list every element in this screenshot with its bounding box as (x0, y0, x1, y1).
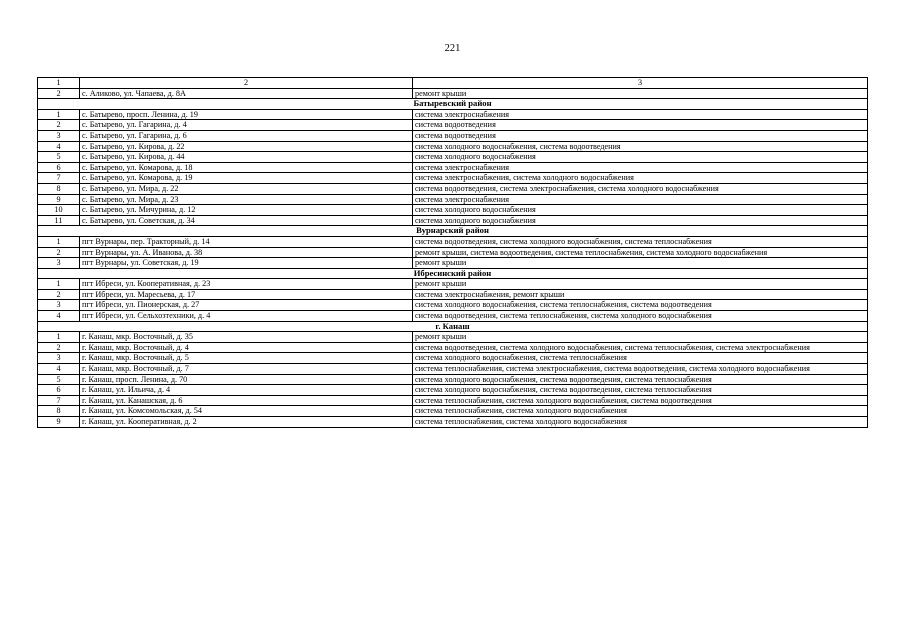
row-address: с. Батырево, ул. Комарова, д. 18 (80, 162, 413, 173)
table-row (38, 194, 868, 205)
row-number: 2 (38, 289, 80, 300)
column-header-works: 3 (413, 78, 868, 89)
row-works: система электроснабжения (413, 109, 868, 120)
row-works: система теплоснабжения, система холодного водоснабжения, система водоотведения (413, 395, 868, 406)
table-header-row (38, 78, 868, 89)
row-address: пгт Ибреси, ул. Маресьева, д. 17 (80, 289, 413, 300)
row-address: с. Батырево, ул. Мира, д. 23 (80, 194, 413, 205)
row-number: 10 (38, 205, 80, 216)
row-address: пгт Вурнары, пер. Тракторный, д. 14 (80, 236, 413, 247)
table-row (38, 417, 868, 428)
row-number: 4 (38, 141, 80, 152)
row-number: 9 (38, 417, 80, 428)
row-works: ремонт крыши, система водоотведения, система теплоснабжения, система холодного водоснабжения (413, 247, 868, 258)
row-address: г. Канаш, мкр. Восточный, д. 4 (80, 342, 413, 353)
table-row (38, 141, 868, 152)
row-number: 1 (38, 332, 80, 343)
row-address: г. Канаш, ул. Кооперативная, д. 2 (80, 417, 413, 428)
row-works: система теплоснабжения, система холодного водоснабжения (413, 406, 868, 417)
row-address: г. Канаш, мкр. Восточный, д. 7 (80, 364, 413, 375)
row-works: система электроснабжения (413, 162, 868, 173)
row-address: г. Канаш, ул. Ильича, д. 4 (80, 385, 413, 396)
row-works: система водоотведения (413, 120, 868, 131)
district-title: Батыревский район (38, 99, 868, 110)
row-number: 6 (38, 385, 80, 396)
table-row (38, 215, 868, 226)
table-row (38, 152, 868, 163)
row-number: 2 (38, 120, 80, 131)
row-address: г. Канаш, мкр. Восточный, д. 35 (80, 332, 413, 343)
row-address: с. Батырево, ул. Гагарина, д. 6 (80, 130, 413, 141)
row-works: система электроснабжения (413, 194, 868, 205)
row-works: система водоотведения, система холодного водоснабжения, система теплоснабжения (413, 236, 868, 247)
table-row (38, 120, 868, 131)
row-address: г. Канаш, ул. Канашская, д. 6 (80, 395, 413, 406)
row-works: система водоотведения, система электроснабжения, система холодного водоснабжения (413, 183, 868, 194)
row-number: 2 (38, 88, 80, 99)
row-address: пгт Вурнары, ул. А. Иванова, д. 38 (80, 247, 413, 258)
row-works: система холодного водоснабжения (413, 205, 868, 216)
row-works: система водоотведения (413, 130, 868, 141)
row-works: система водоотведения, система теплоснабжения, система холодного водоснабжения (413, 311, 868, 322)
table-row (38, 385, 868, 396)
table-row (38, 332, 868, 343)
row-works: система холодного водоснабжения, система водоотведения, система теплоснабжения (413, 385, 868, 396)
row-number: 9 (38, 194, 80, 205)
row-address: с. Батырево, ул. Комарова, д. 19 (80, 173, 413, 184)
row-works: система холодного водоснабжения, система теплоснабжения, система водоотведения (413, 300, 868, 311)
row-address: пгт Ибреси, ул. Пионерская, д. 27 (80, 300, 413, 311)
table-body (38, 88, 868, 427)
row-address: пгт Ибреси, ул. Сельхозтехники, д. 4 (80, 311, 413, 322)
table-row (38, 289, 868, 300)
row-works: система водоотведения, система холодного водоснабжения, система теплоснабжения, система электроснабжения (413, 342, 868, 353)
row-works: ремонт крыши (413, 258, 868, 269)
table-row (38, 183, 868, 194)
table-row (38, 395, 868, 406)
row-works: система холодного водоснабжения (413, 215, 868, 226)
row-number: 11 (38, 215, 80, 226)
row-number: 5 (38, 374, 80, 385)
table-row (38, 205, 868, 216)
table-row (38, 374, 868, 385)
row-number: 2 (38, 342, 80, 353)
column-header-address: 2 (80, 78, 413, 89)
row-address: с. Батырево, ул. Гагарина, д. 4 (80, 120, 413, 131)
row-address: с. Батырево, просп. Ленина, д. 19 (80, 109, 413, 120)
row-address: с. Батырево, ул. Кирова, д. 22 (80, 141, 413, 152)
row-number: 3 (38, 130, 80, 141)
row-address: пгт Ибреси, ул. Кооперативная, д. 23 (80, 279, 413, 290)
buildings-table (37, 77, 868, 428)
district-section-row (38, 268, 868, 279)
row-number: 2 (38, 247, 80, 258)
table-row (38, 353, 868, 364)
district-title: Вурнарский район (38, 226, 868, 237)
district-title: г. Канаш (38, 321, 868, 332)
column-header-number: 1 (38, 78, 80, 89)
row-number: 8 (38, 183, 80, 194)
table-row (38, 247, 868, 258)
row-number: 8 (38, 406, 80, 417)
table-row (38, 130, 868, 141)
row-number: 3 (38, 258, 80, 269)
row-number: 7 (38, 173, 80, 184)
table-row (38, 173, 868, 184)
row-address: с. Аликово, ул. Чапаева, д. 8А (80, 88, 413, 99)
table-row (38, 342, 868, 353)
row-works: ремонт крыши (413, 279, 868, 290)
table-row (38, 364, 868, 375)
row-address: г. Канаш, просп. Ленина, д. 70 (80, 374, 413, 385)
row-works: система теплоснабжения, система электроснабжения, система водоотведения, система холодного водоснабжения (413, 364, 868, 375)
row-number: 1 (38, 236, 80, 247)
district-title: Ибресинский район (38, 268, 868, 279)
page-number: 221 (444, 43, 461, 54)
table-row (38, 88, 868, 99)
row-number: 6 (38, 162, 80, 173)
row-number: 7 (38, 395, 80, 406)
row-address: с. Батырево, ул. Кирова, д. 44 (80, 152, 413, 163)
row-address: с. Батырево, ул. Советская, д. 34 (80, 215, 413, 226)
row-works: система холодного водоснабжения, система водоотведения (413, 141, 868, 152)
row-address: г. Канаш, мкр. Восточный, д. 5 (80, 353, 413, 364)
row-works: ремонт крыши (413, 88, 868, 99)
row-works: система холодного водоснабжения, система теплоснабжения (413, 353, 868, 364)
row-number: 3 (38, 353, 80, 364)
row-works: система теплоснабжения, система холодного водоснабжения (413, 417, 868, 428)
table-row (38, 236, 868, 247)
row-number: 5 (38, 152, 80, 163)
row-number: 3 (38, 300, 80, 311)
row-address: г. Канаш, ул. Комсомольская, д. 54 (80, 406, 413, 417)
table-row (38, 258, 868, 269)
table-row (38, 109, 868, 120)
row-address: с. Батырево, ул. Мира, д. 22 (80, 183, 413, 194)
row-works: система холодного водоснабжения, система водоотведения, система теплоснабжения (413, 374, 868, 385)
district-section-row (38, 99, 868, 110)
row-works: система холодного водоснабжения (413, 152, 868, 163)
row-number: 1 (38, 279, 80, 290)
row-number: 1 (38, 109, 80, 120)
row-works: система электроснабжения, система холодного водоснабжения (413, 173, 868, 184)
row-address: пгт Вурнары, ул. Советская, д. 19 (80, 258, 413, 269)
district-section-row (38, 321, 868, 332)
table-row (38, 406, 868, 417)
row-number: 4 (38, 364, 80, 375)
row-number: 4 (38, 311, 80, 322)
district-section-row (38, 226, 868, 237)
table-row (38, 279, 868, 290)
table-row (38, 300, 868, 311)
table-row (38, 162, 868, 173)
row-address: с. Батырево, ул. Мичурина, д. 12 (80, 205, 413, 216)
row-works: система электроснабжения, ремонт крыши (413, 289, 868, 300)
table-row (38, 311, 868, 322)
row-works: ремонт крыши (413, 332, 868, 343)
